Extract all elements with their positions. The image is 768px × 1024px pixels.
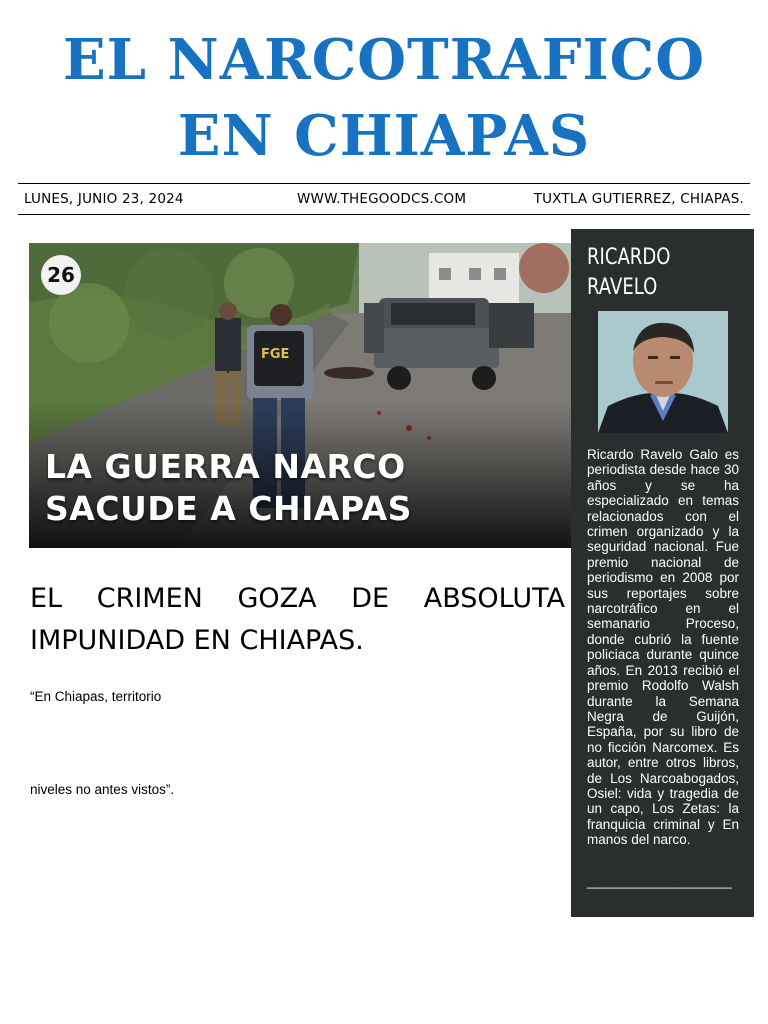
author-bio: Ricardo Ravelo Galo es periodista desde hace 30 años y se ha especializado en temas relacionados con el crimen organizado y la seguridad nacional. Fue premio nacional de periodismo en 2008 por sus reportajes sobre narcotráfico en el semanario Proceso, donde cubrió la fuente policiaca durante quince años. En 2013 recibió el premio Rodolfo Walsh durante la Semana Negra de Guijón, España, por su libro de no ficción Narcomex. Es autor, entre otros libros, de Los Narcoabogados, Osiel: vida y tragedia de un capo, Los Zetas: la franquicia criminal y En manos del narco.	[587, 447, 739, 848]
publication-date: LUNES, JUNIO 23, 2024	[24, 191, 184, 207]
portrait-illustration	[598, 311, 728, 433]
author-name	[587, 243, 670, 303]
hero-caption	[45, 446, 412, 530]
author-last-name: RAVELO	[587, 275, 658, 300]
author-first-name: RICARDO	[587, 245, 671, 270]
hero-caption-line-2: SACUDE A CHIAPAS	[45, 489, 412, 528]
signature-line: ____________________	[587, 874, 732, 889]
vest-label: FGE	[261, 347, 290, 362]
hero-caption-line-1: LA GUERRA NARCO	[45, 447, 406, 486]
author-sidebar	[571, 229, 754, 917]
hero-photo	[29, 243, 571, 548]
masthead-line-1: EL NARCOTRAFICO	[62, 27, 706, 93]
author-portrait	[598, 311, 728, 433]
channel-26-logo: 26	[41, 255, 81, 295]
dateline-bar	[18, 183, 750, 215]
website-link[interactable]: WWW.THEGOODCS.COM	[297, 191, 467, 207]
quote-closing: niveles no antes vistos”.	[30, 782, 175, 797]
article-headline: EL CRIMEN GOZA DE ABSOLUTA IMPUNIDAD EN CHIAPAS.	[30, 583, 565, 656]
masthead-line-2: EN CHIAPAS	[177, 103, 591, 169]
quote-opening: “En Chiapas, territorio	[30, 689, 162, 704]
publication-location: TUXTLA GUTIERREZ, CHIAPAS.	[533, 191, 744, 207]
masthead-title	[0, 22, 768, 174]
